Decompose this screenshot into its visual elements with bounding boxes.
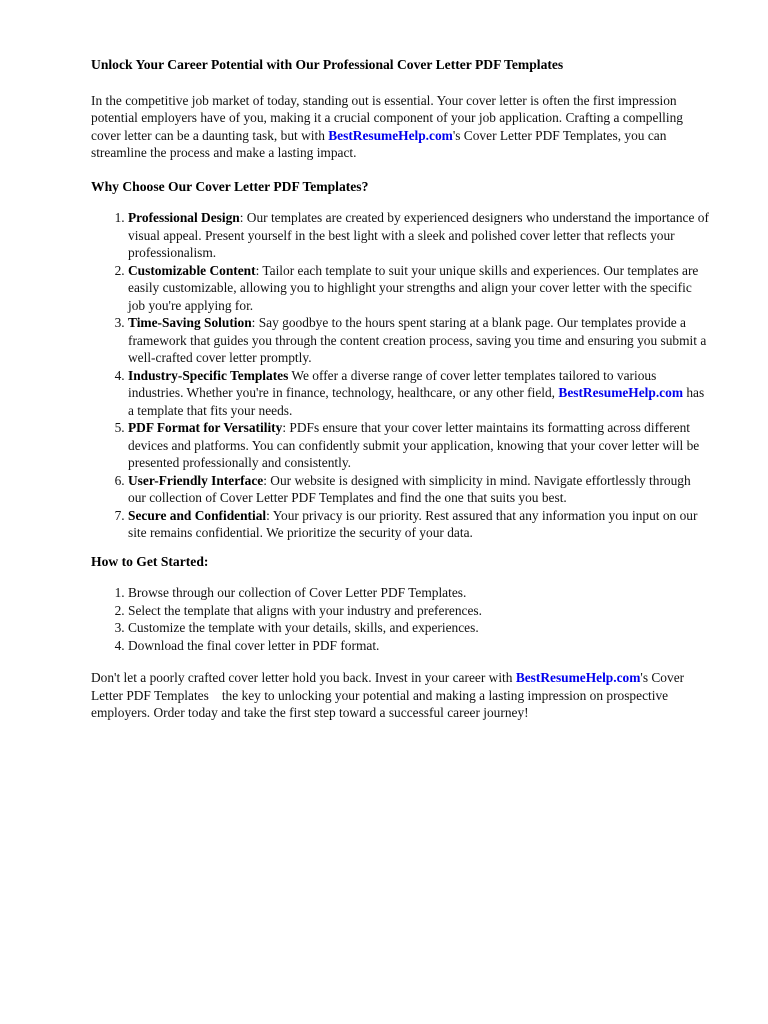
bestresumehelp-link[interactable]: BestResumeHelp.com	[328, 127, 453, 143]
intro-paragraph	[91, 92, 711, 162]
why-list	[91, 209, 711, 542]
step-text: Browse through our collection of Cover Letter PDF Templates.	[128, 585, 467, 600]
item-label: Customizable Content	[128, 262, 256, 278]
closing-paragraph	[91, 669, 711, 722]
intro-text-before: In the competitive job market of today, standing out is essential. Your cover letter is often the first impression potential employers have of you, making it a crucial component of your job application. Crafting a compelling cover letter can be a daunting task, but with	[91, 92, 683, 143]
item-text: : Your privacy is our priority. Rest assured that any information you input on our site remains confidential. We prioritize the security of your data.	[128, 507, 698, 540]
list-item-time-saving-solution	[128, 314, 711, 367]
bestresumehelp-link[interactable]: BestResumeHelp.com	[515, 670, 641, 685]
list-item-industry-specific-templates	[128, 367, 711, 420]
list-item-customizable-content	[128, 262, 711, 315]
item-text: : PDFs ensure that your cover letter maintains its formatting across different devices and platforms. You can confidently submit your application, knowing that your cover letter will be presented professionally and consistently.	[128, 420, 700, 470]
step-select	[128, 602, 711, 620]
bestresumehelp-link[interactable]: BestResumeHelp.com	[558, 385, 683, 400]
intro-text-after: 's Cover Letter PDF Templates, you can streamline the process and make a lasting impact.	[91, 127, 667, 160]
list-item-professional-design	[128, 209, 711, 262]
why-heading: Why Choose Our Cover Letter PDF Templates?	[91, 178, 369, 194]
item-text: : Tailor each template to suit your unique skills and experiences. Our templates are easily customizable, allowing you to highlight your strengths and align your cover letter with the specific job you're applying for.	[128, 262, 699, 313]
item-text: : Say goodbye to the hours spent staring at a blank page. Our templates provide a framework that guides you through the content creation process, saving you time and ensuring you submit a well-crafted cover letter promptly.	[128, 315, 707, 365]
how-heading: How to Get Started:	[91, 553, 209, 569]
item-text-after-link: has a template that fits your needs.	[128, 385, 705, 418]
item-label: Professional Design	[128, 210, 240, 225]
how-list	[91, 584, 711, 654]
item-text: : Our templates are created by experienced designers who understand the importance of visual appeal. Present yourself in the best light with a sleek and polished cover letter that reflects your professionalism.	[128, 210, 709, 260]
step-browse	[128, 584, 711, 602]
step-text: Customize the template with your details, skills, and experiences.	[128, 620, 479, 635]
item-label: Industry-Specific Templates	[128, 367, 289, 383]
item-label: User-Friendly Interface	[128, 472, 264, 488]
page-title: Unlock Your Career Potential with Our Professional Cover Letter PDF Templates	[91, 57, 564, 72]
closing-text-before: Don't let a poorly crafted cover letter hold you back. Invest in your career with	[91, 670, 516, 685]
item-text: We offer a diverse range of cover letter templates tailored to various industries. Whether you're in finance, technology, healthcare, or any other field,	[128, 367, 657, 400]
step-customize	[128, 619, 711, 637]
list-item-user-friendly-interface	[128, 472, 711, 507]
step-text: Download the final cover letter in PDF format.	[128, 637, 380, 653]
step-download	[128, 637, 711, 655]
closing-text-after-link: 's Cover Letter PDF Templates	[91, 670, 685, 703]
item-label: PDF Format for Versatility	[128, 420, 283, 435]
item-text: : Our website is designed with simplicity in mind. Navigate effortlessly through our collection of Cover Letter PDF Templates and find the one that suits you best.	[128, 472, 691, 505]
closing-text-after-gap: the key to unlocking your potential and making a lasting impression on prospective employers. Order today and take the first step toward a successful career journey!	[91, 687, 669, 720]
step-text: Select the template that aligns with your industry and preferences.	[128, 602, 482, 618]
list-item-pdf-format-versatility	[128, 419, 711, 472]
item-label: Time-Saving Solution	[128, 315, 252, 330]
list-item-secure-confidential	[128, 507, 711, 542]
item-label: Secure and Confidential	[128, 507, 267, 523]
